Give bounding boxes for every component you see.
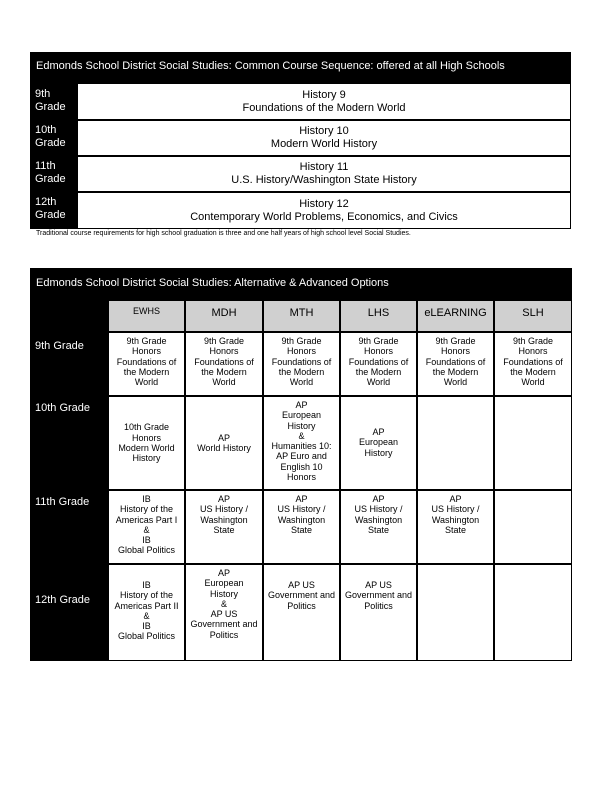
school-header-elearning	[417, 300, 494, 332]
row-label-12th-grade: 12th Grade	[30, 594, 108, 606]
option-cell: 9th Grade Honors Foundations of the Modern World	[108, 332, 185, 396]
option-cell: 10th Grade Honors Modern World History	[108, 396, 185, 490]
school-name: EWHS	[133, 306, 160, 316]
option-cell: AP European History & Humanities 10: AP Euro and English 10 Honors	[263, 396, 340, 490]
common-course-12	[77, 192, 571, 229]
school-name: MTH	[289, 307, 314, 319]
option-cell	[494, 490, 572, 564]
alternative-options-title	[30, 268, 572, 298]
option-cell: 9th Grade Honors Foundations of the Modern World	[263, 332, 340, 396]
option-cell: 9th Grade Honors Foundations of the Modern World	[417, 332, 494, 396]
common-grade-9	[30, 88, 76, 120]
school-name: MDH	[211, 307, 237, 319]
grade-number: 9th	[35, 88, 51, 100]
option-cell: AP US Government and Politics	[263, 564, 340, 661]
grade-word: Grade	[35, 137, 66, 149]
common-course-9	[77, 83, 571, 120]
common-grade-10	[30, 124, 76, 156]
school-name: SLH	[522, 307, 544, 319]
option-cell	[494, 396, 572, 490]
option-cell: 9th Grade Honors Foundations of the Modern World	[185, 332, 263, 396]
course-name: History 9	[302, 88, 346, 101]
option-cell: IB History of the Americas Part II & IB Global Politics	[108, 564, 185, 661]
common-sequence-title-text: Edmonds School District Social Studies: Common Course Sequence: offered at all High Schools	[36, 60, 505, 72]
common-grade-12	[30, 196, 76, 228]
option-cell	[417, 564, 494, 661]
course-detail: Contemporary World Problems, Economics, and Civics	[190, 210, 458, 223]
course-name: History 10	[299, 125, 349, 137]
grade-word: Grade	[35, 209, 66, 221]
school-header-ewhs	[108, 300, 185, 332]
row-label-9th-grade: 9th Grade	[30, 340, 108, 352]
common-course-11	[77, 156, 571, 192]
course-detail: Foundations of the Modern World	[242, 101, 406, 114]
option-cell: AP European History & AP US Government and Politics	[185, 564, 263, 661]
school-name: LHS	[367, 307, 390, 319]
option-cell: AP US History / Washington State	[340, 490, 417, 564]
course-name: History 12	[299, 197, 349, 210]
graduation-requirement-note: Traditional course requirements for high school graduation is three and one half years of high school level Social Studies.	[36, 230, 411, 237]
school-header-mth	[263, 300, 340, 332]
row-label-11th-grade: 11th Grade	[30, 496, 108, 508]
school-header-slh	[494, 300, 572, 332]
option-cell: AP US History / Washington State	[417, 490, 494, 564]
common-sequence-title	[30, 52, 571, 80]
grade-word: Grade	[35, 173, 66, 185]
option-cell: AP World History	[185, 396, 263, 490]
option-cell: AP US History / Washington State	[263, 490, 340, 564]
alternative-options-table	[30, 268, 572, 661]
course-name: History 11	[299, 161, 349, 173]
option-cell: AP US History / Washington State	[185, 490, 263, 564]
row-label-10th-grade: 10th Grade	[30, 402, 108, 414]
school-name: eLEARNING	[424, 307, 487, 319]
common-grade-11	[30, 160, 76, 192]
option-cell	[494, 564, 572, 661]
grade-number: 10th	[35, 124, 57, 136]
grade-number: 11th	[35, 160, 56, 172]
grade-word: Grade	[35, 101, 66, 113]
option-cell	[417, 396, 494, 490]
option-cell: 9th Grade Honors Foundations of the Modern World	[340, 332, 417, 396]
common-sequence-table	[30, 52, 571, 229]
option-cell: AP European History	[340, 396, 417, 490]
alternative-options-title-text: Edmonds School District Social Studies: Alternative & Advanced Options	[36, 277, 389, 289]
common-course-10	[77, 120, 571, 156]
option-cell: AP US Government and Politics	[340, 564, 417, 661]
grade-number: 12th	[35, 196, 57, 208]
course-detail: U.S. History/Washington State History	[231, 174, 417, 186]
course-detail: Modern World History	[270, 138, 378, 150]
option-cell: 9th Grade Honors Foundations of the Modern World	[494, 332, 572, 396]
school-header-lhs	[340, 300, 417, 332]
option-cell: IB History of the Americas Part I & IB Global Politics	[108, 490, 185, 564]
school-header-mdh	[185, 300, 263, 332]
